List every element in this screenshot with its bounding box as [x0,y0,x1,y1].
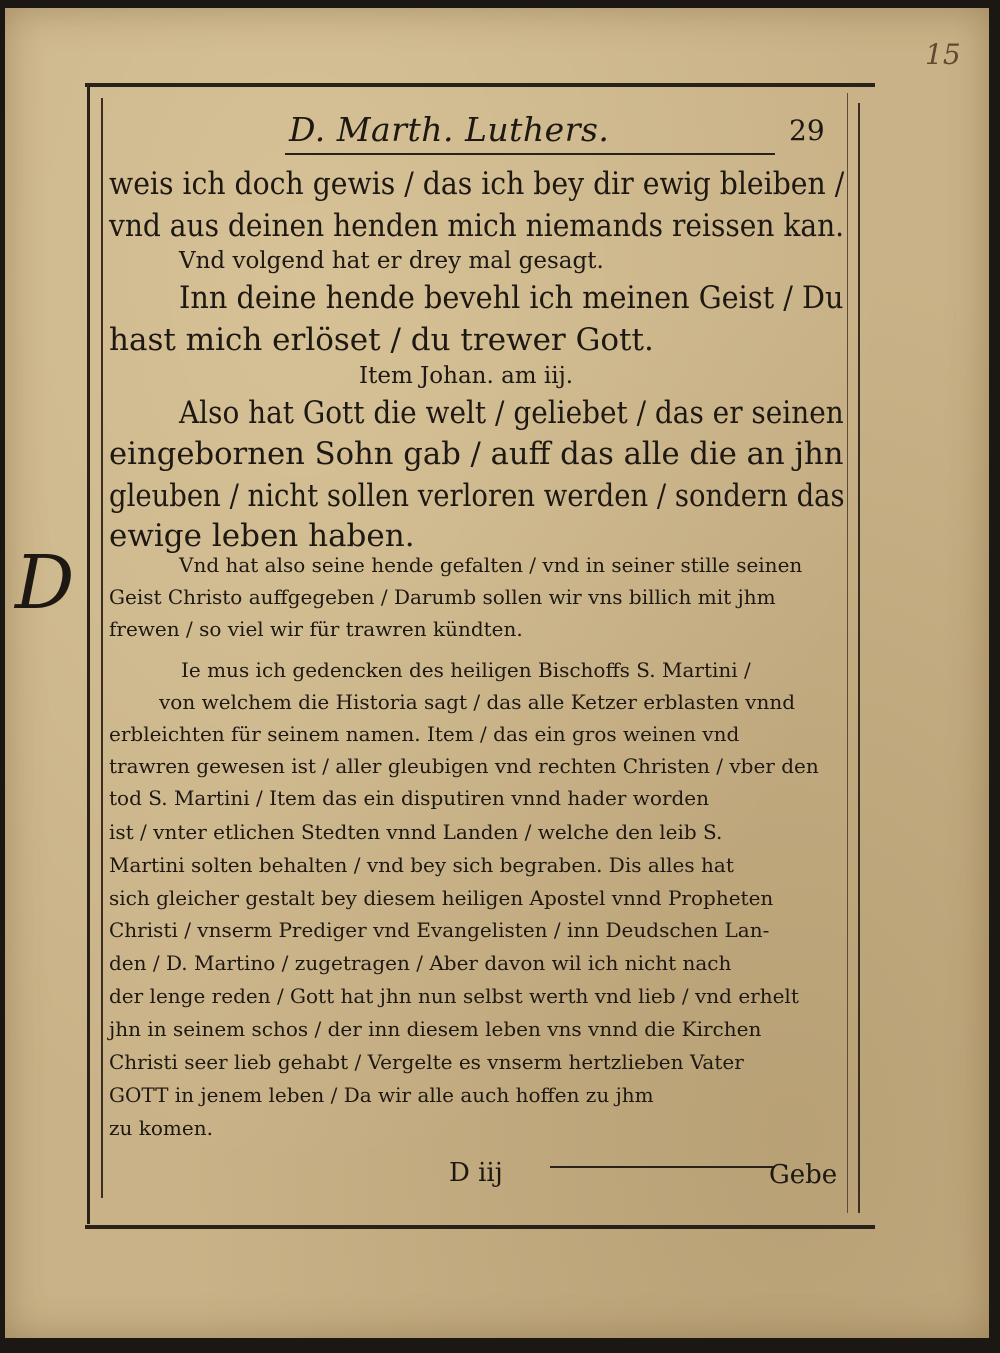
text-line: Ie mus ich gedencken des heiligen Bischoffs S. Martini / [181,658,751,682]
running-head: D. Marth. Luthers. [289,110,610,149]
text-line: tod S. Martini / Item das ein disputiren vnnd hader worden [109,786,710,810]
text-line: ist / vnter etlichen Stedten vnnd Landen / welche den leib S. [109,820,723,844]
text-line: Inn deine hende bevehl ich meinen Geist / Du [179,280,844,316]
bottom-rule [85,1225,875,1229]
text-line: hast mich erlöset / du trewer Gott. [109,322,654,358]
catchword: Gebe [769,1160,838,1190]
text-line: Martini solten behalten / vnd bey sich begraben. Dis alles hat [109,853,734,877]
text-line: Christi / vnserm Prediger vnd Evangelisten / inn Deudschen Lan- [109,918,770,942]
text-line: Vnd volgend hat er drey mal gesagt. [179,248,604,274]
left-inner-border [101,98,103,1198]
text-line: eingebornen Sohn gab / auff das alle die an jhn [109,436,844,472]
text-line: ewige leben haben. [109,518,415,554]
text-line: erbleichten für seinem namen. Item / das ein gros weinen vnd [109,722,740,746]
page-number: 29 [789,114,825,147]
text-line: GOTT in jenem leben / Da wir alle auch hoffen zu jhm [109,1083,654,1107]
text-line: von welchem die Historia sagt / das alle Ketzer erblasten vnnd [159,690,796,714]
top-rule [85,83,875,87]
drop-cap: D [15,540,75,626]
right-inner-border [847,93,848,1213]
text-line: zu komen. [109,1116,213,1140]
right-border [858,103,860,1213]
text-line: Vnd hat also seine hende gefalten / vnd in seiner stille seinen [179,553,803,577]
text-line: sich gleicher gestalt bey diesem heiligen Apostel vnnd Propheten [109,886,774,910]
text-line: Geist Christo auffgegeben / Darumb sollen wir vns billich mit jhm [109,585,776,609]
left-border [87,86,90,1224]
book-page [5,8,989,1338]
signature-mark: D iij [449,1158,503,1188]
text-line: der lenge reden / Gott hat jhn nun selbst werth vnd lieb / vnd erhelt [109,984,799,1008]
text-line: jhn in seinem schos / der inn diesem leben vns vnnd die Kirchen [109,1017,762,1041]
text-line: gleuben / nicht sollen verloren werden / sondern das [109,478,845,514]
text-line: Item Johan. am iij. [359,363,574,389]
text-line: vnd aus deinen henden mich niemands reissen kan. [109,208,845,244]
footer-underline [550,1166,775,1168]
folio-mark: 15 [925,38,961,71]
text-line: frewen / so viel wir für trawren kündten. [109,617,523,641]
header-underline [285,153,775,155]
text-line: den / D. Martino / zugetragen / Aber davon wil ich nicht nach [109,951,732,975]
text-line: trawren gewesen ist / aller gleubigen vnd rechten Christen / vber den [109,754,819,778]
text-line: Christi seer lieb gehabt / Vergelte es vnserm hertzlieben Vater [109,1050,744,1074]
text-line: weis ich doch gewis / das ich bey dir ewig bleiben / [109,166,845,202]
text-line: Also hat Gott die welt / geliebet / das er seinen [179,395,844,431]
